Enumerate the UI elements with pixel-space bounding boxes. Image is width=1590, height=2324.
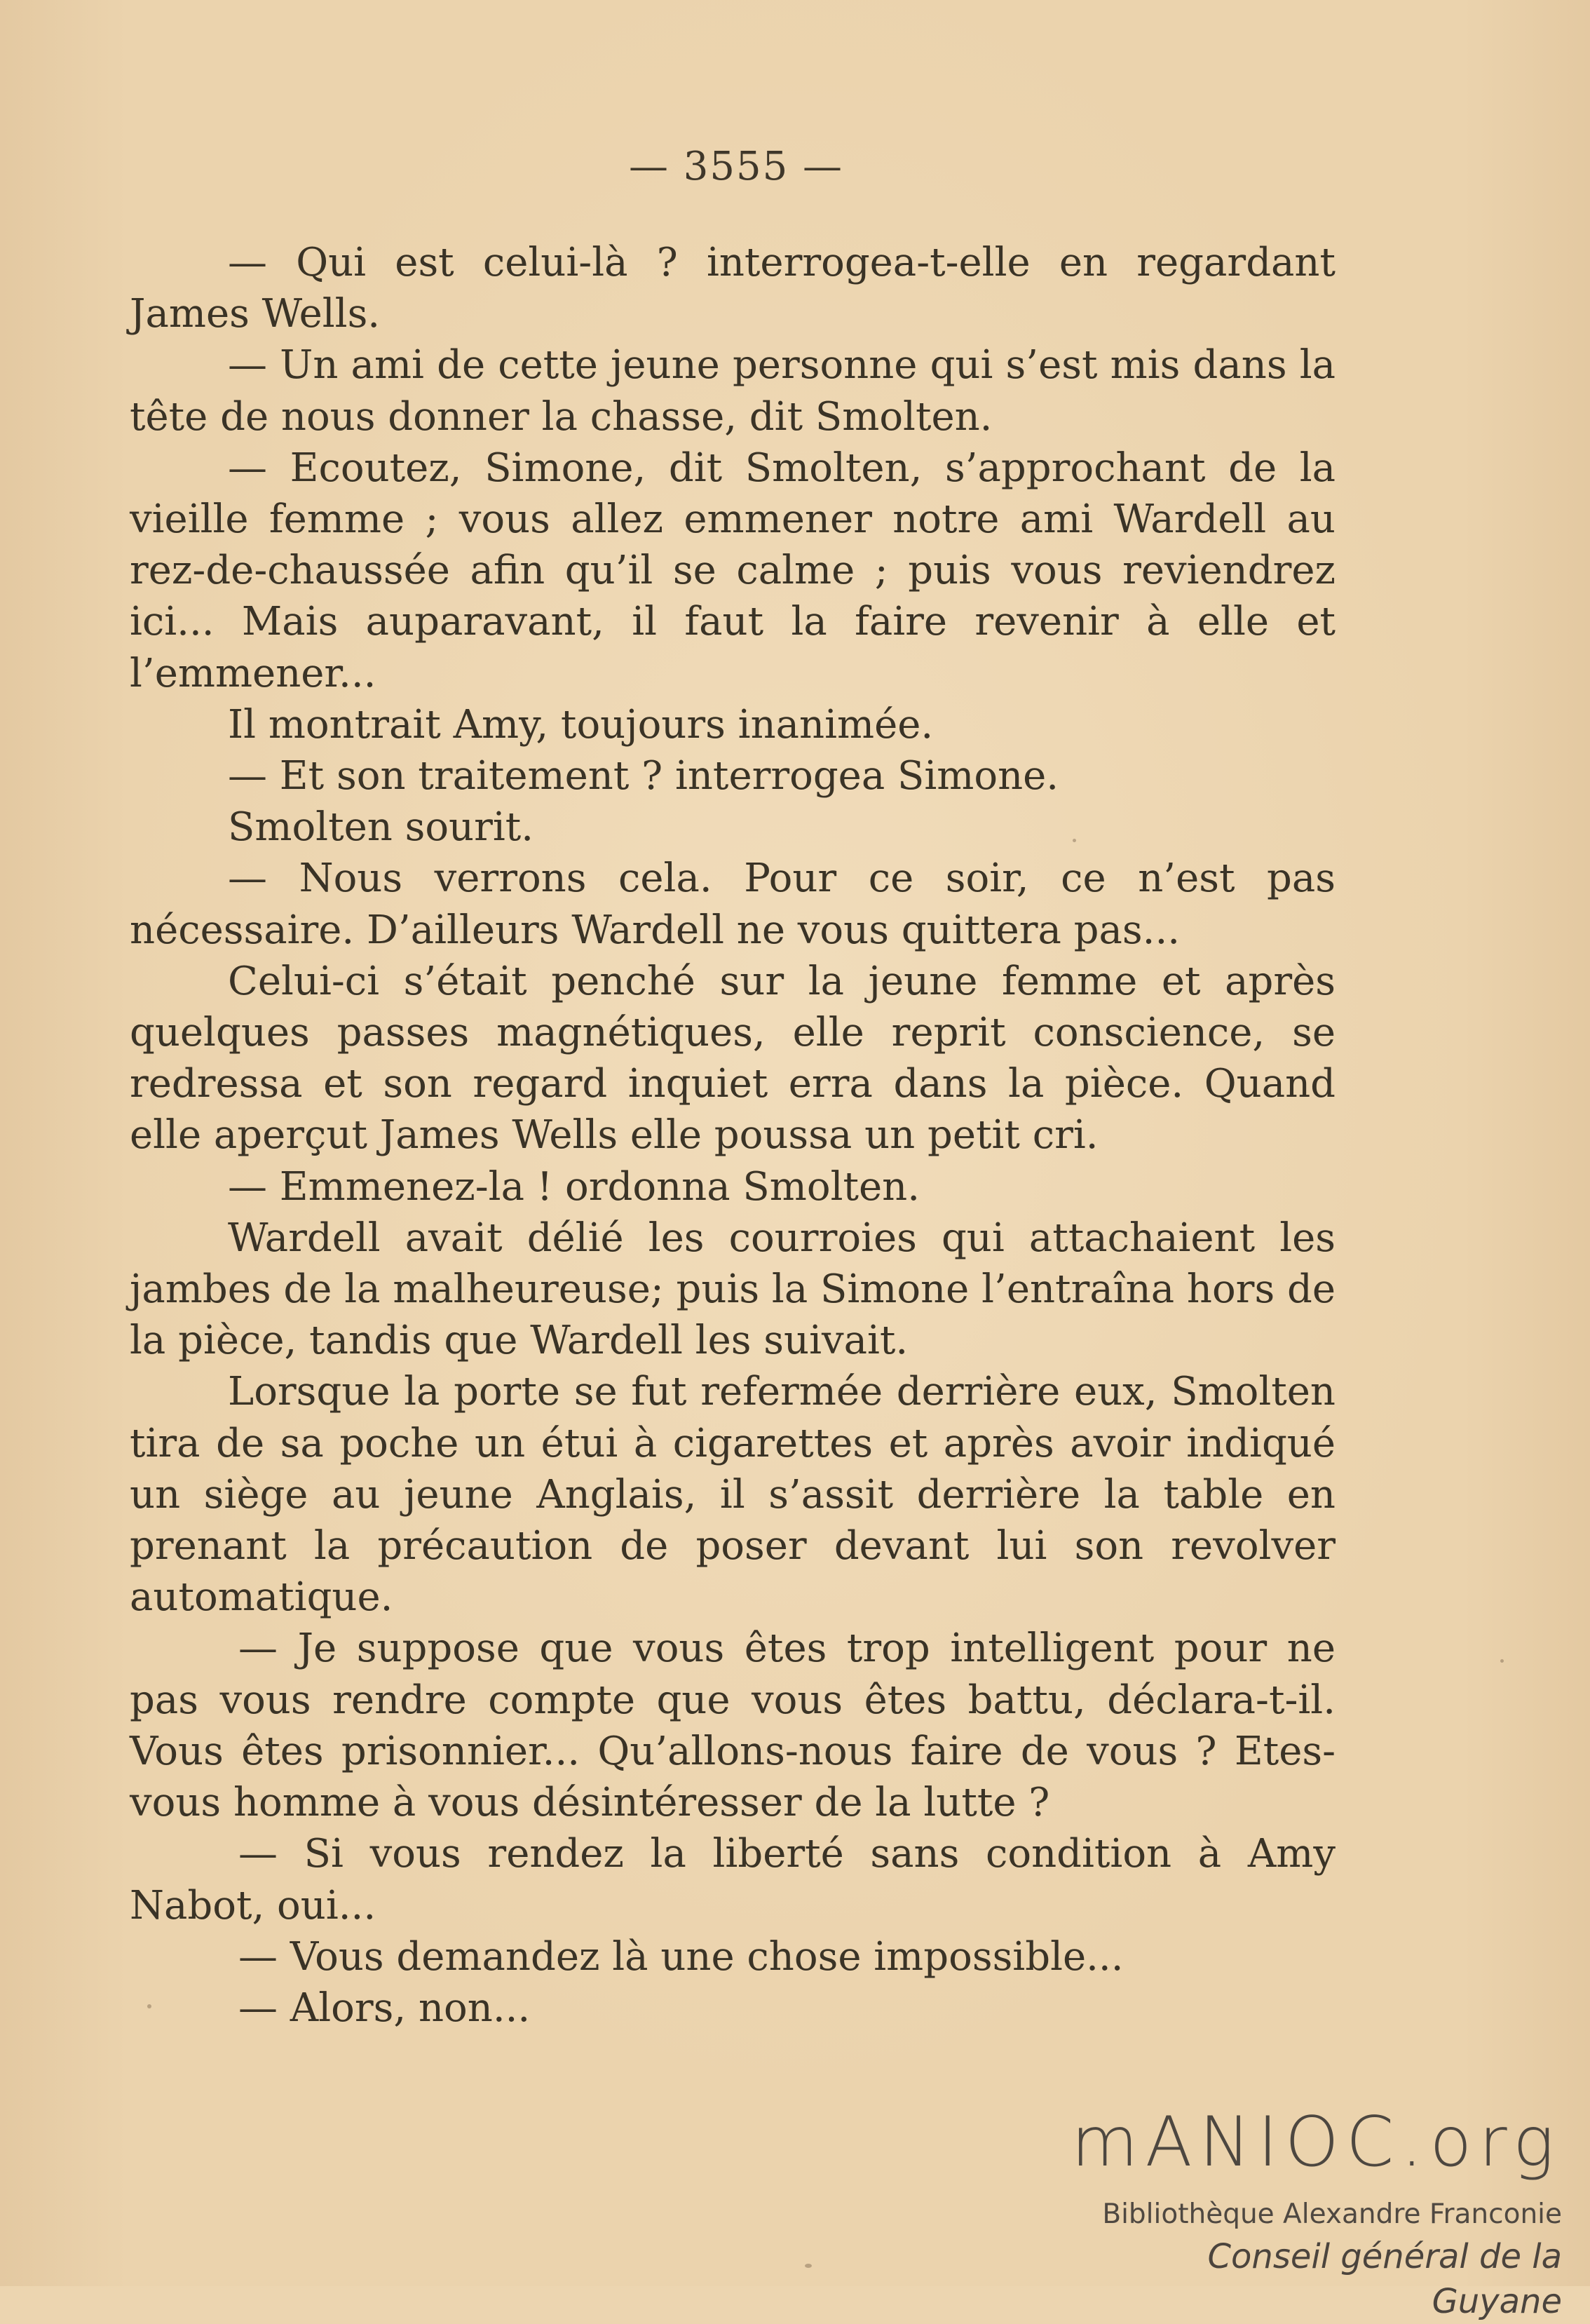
paragraph: Smolten sourit.	[228, 804, 534, 851]
paper-speck	[1073, 839, 1076, 842]
paragraph: Wardell avait délié les courroies qui attachaient les jambes de la malheureuse; puis la Simone l’entraîna hors de la pièce, tandis que Wardell les suivait.	[130, 1215, 1336, 1364]
paragraph: — Un ami de cette jeune personne qui s’est mis dans la tête de nous donner la chasse, dit Smolten.	[130, 342, 1336, 440]
paragraph: — Emmenez-la ! ordonna Smolten.	[228, 1163, 920, 1210]
paragraph: — Si vous rendez la liberté sans condition à Amy Nabot, oui...	[130, 1831, 1336, 1928]
page-number: — 3555 —	[628, 144, 844, 189]
paragraph: — Ecoutez, Simone, dit Smolten, s’approchant de la vieille femme ; vous allez emmener notre ami Wardell au rez-de-chaussée afin qu’il se calme ; puis vous reviendrez ici... Mais auparavant, il faut la faire revenir à elle et l’emmener...	[130, 445, 1336, 696]
paragraph: — Vous demandez là une chose impossible...	[238, 1933, 1124, 1980]
library-name: Bibliothèque Alexandre Franconie	[1102, 2198, 1562, 2230]
council-name: Conseil général de la Guyane	[1207, 2237, 1562, 2321]
paragraph: — Qui est celui-là ? interrogea-t-elle en regardant James Wells.	[130, 240, 1336, 337]
paragraph: Celui-ci s’était penché sur la jeune femme et après quelques passes magnétiques, elle reprit conscience, se redressa et son regard inquiet erra dans la pièce. Quand elle aperçut James Wells elle poussa un petit cri.	[130, 958, 1336, 1158]
paragraph: — Je suppose que vous êtes trop intelligent pour ne pas vous rendre compte que vous êtes battu, déclara-t-il. Vous êtes prisonnier... Qu’allons-nous faire de vous ? Etes-vous homme à vous désintéresser de la lutte ?	[130, 1626, 1336, 1826]
paragraph: — Nous verrons cela. Pour ce soir, ce n’est pas nécessaire. D’ailleurs Wardell ne vous quittera pas...	[130, 856, 1336, 953]
manioc-logo: mANIOC.org	[1071, 2102, 1561, 2182]
body-text	[130, 237, 1336, 2034]
paragraph: Il montrait Amy, toujours inanimée.	[228, 701, 934, 748]
paragraph: — Alors, non...	[238, 1985, 531, 2031]
paragraph: Lorsque la porte se fut refermée derrière eux, Smolten tira de sa poche un étui à cigarettes et après avoir indiqué un siège au jeune Anglais, il s’assit derrière la table en prenant la précaution de poser devant lui son revolver automatique.	[130, 1369, 1336, 1621]
paper-speck	[805, 2264, 812, 2268]
paper-speck	[147, 2004, 151, 2008]
paper-speck	[1500, 1659, 1504, 1663]
manioc-watermark	[1071, 2104, 1562, 2324]
paragraph: — Et son traitement ? interrogea Simone.	[228, 753, 1059, 799]
